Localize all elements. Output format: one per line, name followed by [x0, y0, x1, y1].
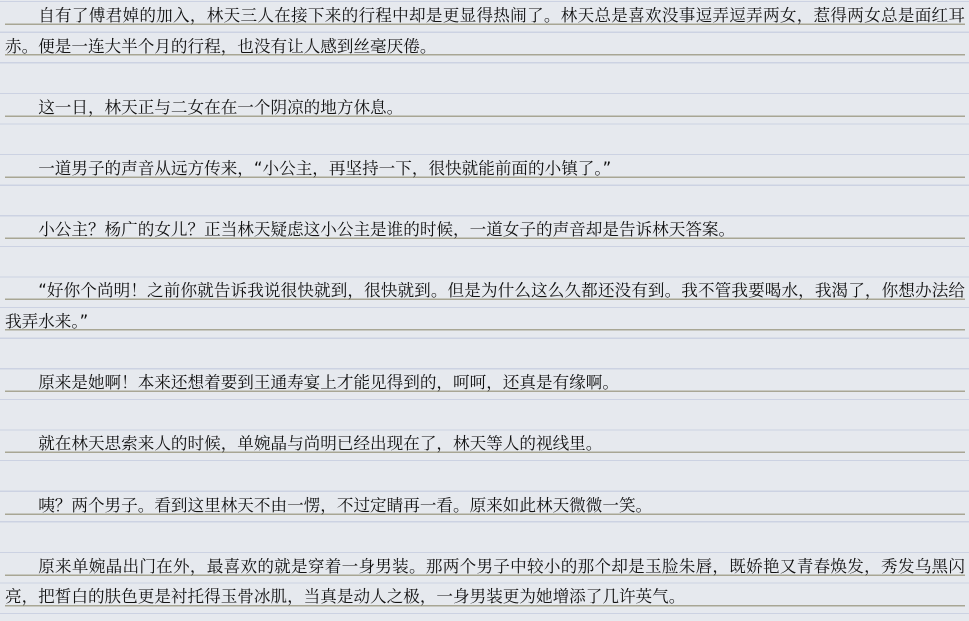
novel-paragraph: 小公主？杨广的女儿？正当林天疑虑这小公主是谁的时候，一道女子的声音却是告诉林天答案。 [5, 215, 965, 246]
novel-paragraph: 一道男子的声音从远方传来，“小公主，再坚持一下，很快就能前面的小镇了。” [5, 154, 965, 185]
novel-paragraph: 原来单婉晶出门在外，最喜欢的就是穿着一身男装。那两个男子中较小的那个却是玉脸朱唇，既娇艳又青春焕发，秀发乌黑闪亮，把皙白的肤色更是衬托得玉骨冰肌，当真是动人之极，一身男装更为她增添了几许英气。 [5, 552, 965, 613]
novel-paragraph: 原来是她啊！本来还想着要到王通寿宴上才能见得到的，呵呵，还真是有缘啊。 [5, 368, 965, 399]
novel-paragraph: “好你个尚明！之前你就告诉我说很快就到，很快就到。但是为什么这么久都还没有到。我不管我要喝水，我渴了，你想办法给我弄水来。” [5, 276, 965, 337]
novel-paragraph: 就在林天思索来人的时候，单婉晶与尚明已经出现在了，林天等人的视线里。 [5, 429, 965, 460]
novel-paragraph: 这一日，林天正与二女在在一个阴凉的地方休息。 [5, 93, 965, 124]
novel-paragraph: 自有了傅君婥的加入，林天三人在接下来的行程中却是更显得热闹了。林天总是喜欢没事逗弄逗弄两女，惹得两女总是面红耳赤。便是一连大半个月的行程，也没有让人感到丝毫厌倦。 [5, 1, 965, 62]
novel-paragraph: 咦？两个男子。看到这里林天不由一愣，不过定睛再一看。原来如此林天微微一笑。 [5, 491, 965, 522]
